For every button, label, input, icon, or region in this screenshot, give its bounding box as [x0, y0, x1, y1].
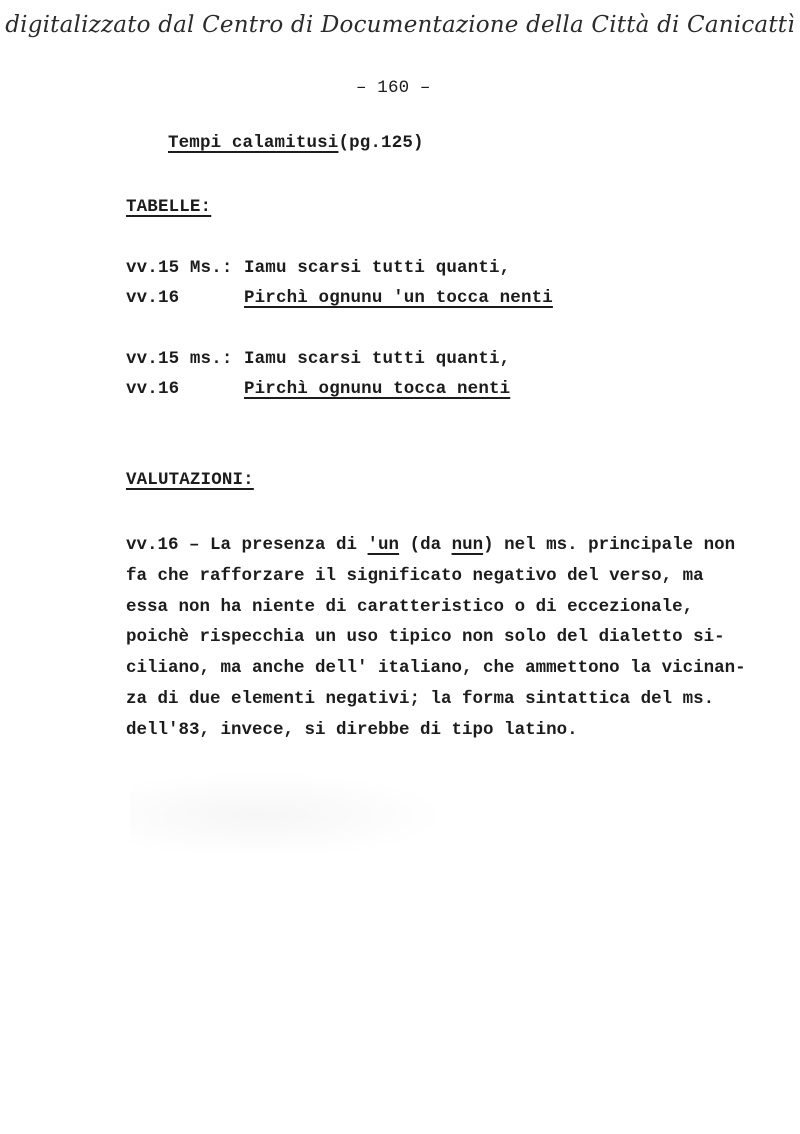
- heading-valutazioni-text: VALUTAZIONI:: [126, 470, 254, 490]
- evaluation-line: dell'83, invece, si direbbe di tipo latino.: [126, 720, 578, 740]
- evaluation-line: essa non ha niente di caratteristico o di eccezionale,: [126, 597, 694, 617]
- evaluation-line: za di due elementi negativi; la forma sintattica del ms.: [126, 689, 715, 709]
- paper-shadow-artifact: [130, 770, 450, 860]
- evaluation-line: poichè rispecchia un uso tipico non solo del dialetto si-: [126, 627, 725, 647]
- verse-reference: vv.16: [126, 288, 180, 308]
- verse-text: Pirchì ognunu 'un tocca nenti: [244, 288, 553, 308]
- table-row: [126, 288, 553, 308]
- evaluation-text: ) nel ms. principale non: [483, 535, 736, 555]
- digitization-watermark: digitalizzato dal Centro di Documentazione della Città di Canicattì: [5, 12, 795, 38]
- heading-tabelle-text: TABELLE:: [126, 197, 212, 217]
- verse-reference: vv.16: [126, 379, 180, 399]
- verse-reference: vv.15 ms.:: [126, 349, 233, 369]
- evaluation-underlined-word: 'un: [367, 535, 400, 555]
- table-row: [126, 379, 510, 399]
- heading-tabelle: [126, 197, 211, 217]
- section-title: [168, 133, 424, 153]
- evaluation-line: ciliano, ma anche dell' italiano, che ammettono la vicinan-: [126, 658, 746, 678]
- verse-reference: vv.15 Ms.:: [126, 258, 233, 278]
- evaluation-text: (da: [399, 535, 452, 555]
- table-row: [126, 258, 510, 278]
- evaluation-underlined-word: nun: [451, 535, 484, 555]
- evaluation-text: vv.16 – La presenza di: [126, 535, 368, 555]
- evaluation-line: fa che rafforzare il significato negativo del verso, ma: [126, 566, 704, 586]
- evaluation-line: [126, 535, 735, 555]
- verse-text: Iamu scarsi tutti quanti,: [244, 258, 511, 278]
- section-title-text: Tempi calamitusi: [168, 133, 339, 153]
- verse-text: Iamu scarsi tutti quanti,: [244, 349, 511, 369]
- heading-valutazioni: [126, 470, 254, 490]
- section-title-page-ref: (pg.125): [338, 133, 424, 153]
- verse-text: Pirchì ognunu tocca nenti: [244, 379, 511, 399]
- table-row: [126, 349, 510, 369]
- page-number: – 160 –: [356, 78, 431, 98]
